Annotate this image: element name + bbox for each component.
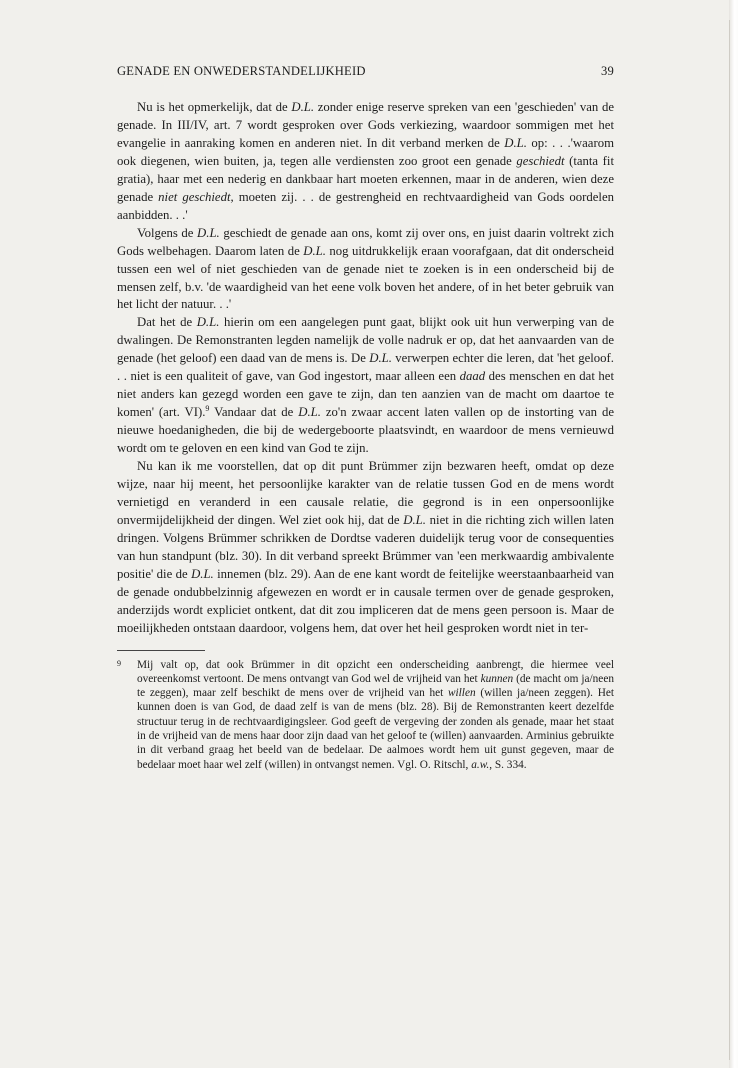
text-run: innemen (blz. 29). Aan de ene kant wordt de feitelijke weerstaanbaarheid van de genade ondubbelzinnig afgewezen en wordt er in causale termen over de genade gesproken, anderzijds wordt expliciet ontkent, dat dit zou impliceren dat de mens geen persoon is. Maar de moeilijkheden ontstaan daardoor, volgens hem, dat over het heil gesproken wordt niet in ter-	[117, 566, 615, 635]
italic-text: D.L.	[303, 243, 326, 258]
paragraph	[117, 314, 614, 458]
italic-text: willen	[448, 687, 476, 700]
footnotes	[117, 650, 614, 772]
footnote-mark: 9	[117, 658, 121, 668]
text-run: zo'n zwaar accent laten vallen op de instorting van de nieuwe hoedanigheden, die bij de wedergeboorte plaatsvindt, en waardoor de mens vernieuwd wordt om te geloven en een kind van God te zijn.	[117, 405, 614, 456]
document-page	[117, 64, 614, 772]
italic-text: kunnen	[480, 672, 514, 685]
italic-text: daad	[459, 369, 486, 384]
running-head	[117, 64, 614, 82]
italic-text: D.L.	[403, 512, 426, 527]
footnote	[117, 658, 614, 772]
text-run: (willen ja/neen zeggen). Het kunnen doen is van God, de daad zelf is van de mens (blz. 28). Bij de Remonstranten keert dezelfde structuur terug in de rechtvaardigingsleer. God geeft de vergeving der zonden als genade, maar het staat in de vrijheid van de mens haar door zijn daad van het geloof te (willen) aanvaarden. Arminius gebruikte in dit verband graag het beeld van de bedelaar. De aalmoes wordt hem uit gunst gegeven, maar de bedelaar moet haar wel zelf (willen) in ontvangst nemen. Vgl. O. Ritschl,	[137, 687, 614, 771]
paragraph	[117, 458, 614, 638]
italic-text: a.w.	[471, 758, 490, 771]
text-run: hierin om een aangelegen punt gaat, blijkt ook uit hun verwerping van de dwalingen. De Remonstranten legden namelijk de volle nadruk er op, dat het aanvaarden van de genade (het geloof) een daad van de mens is. De	[117, 315, 614, 366]
text-run: Nu kan ik me voorstellen, dat op dit punt Brümmer zijn bezwaren heeft, omdat op deze wijze, naar hij meent, het persoonlijke karakter van de relatie tussen God en de mens wordt vernietigd en veranderd in een causale relatie, die gegrond is in een onpersoonlijke onvermijdelijkheid der dingen. Wel ziet ook hij, dat de	[117, 459, 614, 527]
text-run: Volgens de	[137, 225, 198, 240]
italic-text: D.L.	[504, 135, 527, 150]
text-run: Dat het de	[137, 315, 197, 330]
text-run: moeten zij. . . de gestrengheid en rechtvaardigheid van Gods oordelen aanbidden. . .'	[117, 189, 614, 222]
text-run: zonder enige reserve spreken van een 'geschieden' van de genade. In III/IV, art. 7 wordt gesproken over Gods verkiezing, waardoor sommigen met het evangelie in aanraking komen en anderen niet. In dit verband merken de	[117, 100, 614, 150]
text-run: , S. 334.	[489, 758, 527, 771]
text-run: (de macht om ja/neen te zeggen), maar zelf beschikt de mens over de vrijheid van het	[137, 672, 614, 700]
text-run: op: . . .'waarom ook diegenen, wien buiten, ja, tegen alle verdiensten zoo groot een genade	[117, 135, 614, 168]
text-run: des menschen en dat het niet anders kan gezegd worden een gave te zijn, dan ten aanzien van de macht om daartoe te komen' (art. VI).	[117, 369, 614, 420]
text-run: Nu is het opmerkelijk, dat de	[137, 100, 292, 114]
italic-text: D.L.	[298, 405, 321, 420]
text-run: nog uitdrukkelijk eraan voorafgaan, dat dit onderscheid tussen een wel of niet geschieden van de genade niet te zoeken is in een onderscheid bij de mensen zelf, b.v. 'de waardigheid van het eene volk boven het andere, of in het beter gebruik van het licht der natuur. . .'	[117, 243, 614, 312]
page-number: 39	[601, 64, 614, 78]
italic-text: D.L.	[369, 351, 392, 366]
footnote-text	[137, 658, 614, 772]
body-text	[117, 99, 614, 638]
italic-text: geschiedt	[516, 153, 565, 168]
italic-text: niet geschiedt,	[158, 189, 234, 204]
paragraph	[117, 225, 614, 315]
text-run: Mij valt op, dat ook Brümmer in dit opzicht een onderscheiding aanbrengt, die hiermee veel overeenkomst vertoont. De mens ontvangt van God wel de vrijheid van het	[137, 658, 614, 685]
text-run: Vandaar dat de	[209, 405, 299, 420]
italic-text: D.L.	[191, 566, 214, 581]
paragraph	[117, 99, 614, 225]
italic-text: D.L.	[196, 315, 220, 330]
italic-text: D.L.	[291, 100, 315, 114]
text-run: niet in die richting zich willen laten dringen. Volgens Brümmer schrikken de Dordtse vaderen duidelijk terug voor de consequenties van hun standpunt (blz. 30). In dit verband spreekt Brümmer van 'een merkwaardig ambivalente positie' die de	[117, 512, 614, 581]
footnote-rule	[117, 650, 205, 651]
running-head-title: GENADE EN ONWEDERSTANDELIJKHEID	[117, 64, 366, 78]
italic-text: D.L.	[197, 225, 220, 240]
text-run: verwerpen echter die leren, dat 'het geloof. . . niet is een qualiteit of gave, van God ingestort, maar alleen een	[117, 351, 614, 384]
page-edge	[729, 0, 738, 1068]
footnote-reference: 9	[205, 403, 210, 413]
text-run: geschiedt de genade aan ons, komt zij over ons, en juist daarin voltrekt zich Gods welbehagen. Daarom laten de	[117, 225, 614, 258]
text-run: (tanta fit gratia), haar met een nederig en dankbaar hart moeten erkennen, maar in de anderen, wien deze genade	[117, 153, 614, 204]
